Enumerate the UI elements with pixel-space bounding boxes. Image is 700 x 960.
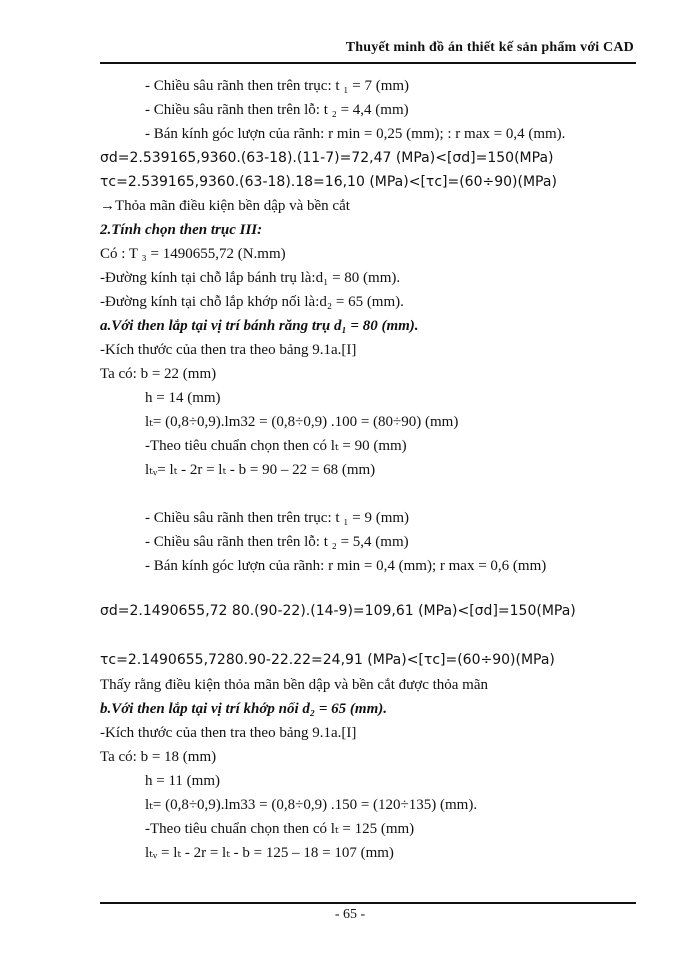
text-line: h = 11 (mm) [145,773,220,789]
formula-tau-c: τc=2.539165,9360.(63-18).18=16,10 (MPa)<[τc]=(60÷90)(MPa) [100,174,557,190]
text-line: lₜ= (0,8÷0,9).lm33 = (0,8÷0,9) .150 = (120÷135) (mm). [145,797,478,813]
text-line: - Chiều sâu rãnh then trên trục: t ₁ = 9 (mm) [145,510,410,526]
text-line: Thấy rằng điều kiện thỏa mãn bền dập và bền cắt được thỏa mãn [100,677,489,693]
text-line: lₜᵥ= lₜ - 2r = lₜ - b = 90 – 22 = 68 (mm) [145,462,376,478]
text-line: - Bán kính góc lượn của rãnh: r min = 0,25 (mm); : r max = 0,4 (mm). [145,126,566,142]
footer-divider [100,902,636,904]
text-line: Ta có: b = 18 (mm) [100,749,217,765]
text-line: - Chiều sâu rãnh then trên lỗ: t ₂ = 5,4 (mm) [145,534,409,550]
subsection-heading: b.Với then lắp tại vị trí khớp nối d₂ = 65 (mm). [100,701,387,717]
formula-tau-c: τc=2.1490655,7280.90-22.22=24,91 (MPa)<[τc]=(60÷90)(MPa) [100,652,555,668]
subsection-heading: a.Với then lắp tại vị trí bánh răng trụ d₁ = 80 (mm). [100,318,419,334]
text-line: lₜ= (0,8÷0,9).lm32 = (0,8÷0,9) .100 = (80÷90) (mm) [145,414,459,430]
text-line: -Kích thước của then tra theo bảng 9.1a.[I] [100,342,357,358]
page-header: Thuyết minh đồ án thiết kế sản phẩm với CAD [345,40,634,55]
page-number: - 65 - [334,907,366,922]
text-line: →Thỏa mãn điều kiện bền dập và bền cắt [100,198,350,214]
text-line: - Bán kính góc lượn của rãnh: r min = 0,4 (mm); r max = 0,6 (mm) [145,558,547,574]
header-divider [100,62,636,64]
formula-sigma-d: σd=2.539165,9360.(63-18).(11-7)=72,47 (MPa)<[σd]=150(MPa) [100,150,554,166]
text-line: - Chiều sâu rãnh then trên trục: t ₁ = 7 (mm) [145,78,410,94]
text-line: -Đường kính tại chỗ lắp khớp nối là:d₂ = 65 (mm). [100,294,404,310]
section-heading: 2.Tính chọn then trục III: [100,222,263,238]
text-line: -Theo tiêu chuẩn chọn then có lₜ = 125 (mm) [145,821,415,837]
text-line: Có : T ₃ = 1490655,72 (N.mm) [100,246,286,262]
text-line: h = 14 (mm) [145,390,221,406]
text-line: -Kích thước của then tra theo bảng 9.1a.[I] [100,725,357,741]
formula-sigma-d: σd=2.1490655,72 80.(90-22).(14-9)=109,61 (MPa)<[σd]=150(MPa) [100,603,576,619]
text-line: -Theo tiêu chuẩn chọn then có lₜ = 90 (mm) [145,438,407,454]
text-line: -Đường kính tại chỗ lắp bánh trụ là:d₁ = 80 (mm). [100,270,401,286]
text-line: Ta có: b = 22 (mm) [100,366,217,382]
text-line: - Chiều sâu rãnh then trên lỗ: t ₂ = 4,4 (mm) [145,102,409,118]
text-line: lₜᵥ = lₜ - 2r = lₜ - b = 125 – 18 = 107 (mm) [145,845,394,861]
